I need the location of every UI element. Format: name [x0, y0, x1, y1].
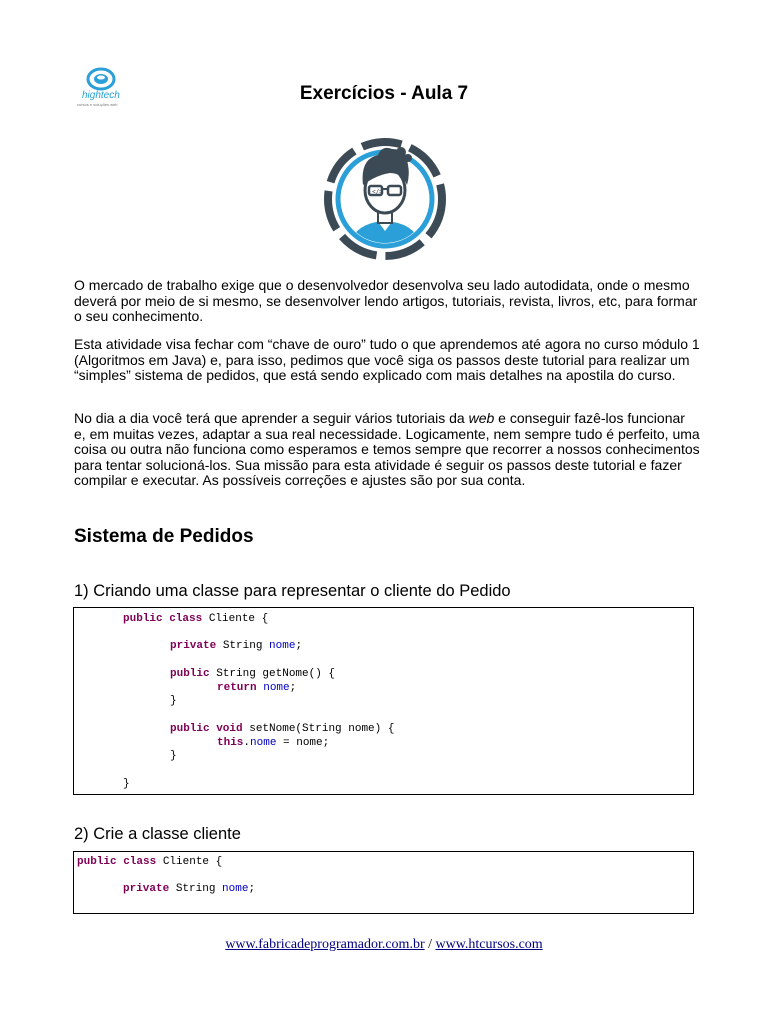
code-line: public String getNome() { [170, 668, 336, 680]
intro-paragraph-3: No dia a dia você terá que aprender a seguir vários tutoriais da web e conseguir fazê-los funcionar e, em muitas vezes, adaptar a sua real necessidade. Logicamente, nem sempre tudo é perfeito, uma coisa ou outra não funciona como esperamos e temos sempre que recorrer a nossos conhecimentos para tentar solucioná-los. Sua missão para esta atividade é seguir os passos deste tutorial e fazer compilar e executar. As possíveis correções e ajustes são por sua conta. [74, 410, 700, 488]
code-block-1 [73, 607, 694, 795]
step-1-heading: 1) Criando uma classe para representar o cliente do Pedido [74, 582, 511, 600]
footer-link-fabricadeprogramador[interactable]: www.fabricadeprogramador.com.br [225, 937, 425, 952]
code-line: public void setNome(String nome) { [170, 723, 395, 735]
code-line: private String nome; [170, 640, 303, 652]
intro-paragraph-1: O mercado de trabalho exige que o desenvolvedor desenvolva seu lado autodidata, onde o mesmo deverá por meio de si mesmo, se desenvolver lendo artigos, tutoriais, revista, livros, etc, para formar o seu conhecimento. [74, 277, 698, 324]
developer-avatar-icon [318, 135, 452, 263]
code-line: public class Cliente { [123, 613, 269, 625]
code-block-2 [73, 851, 694, 914]
intro-paragraph-2: Esta atividade visa fechar com “chave de ouro” tudo o que aprendemos até agora no curso módulo 1 (Algoritmos em Java) e, para isso, pedimos que você siga os passos deste tutorial para realizar um “simples” sistema de pedidos, que está sendo explicado com mais detalhes na apostila do curso. [74, 336, 700, 383]
code-line: } [170, 695, 177, 707]
code-line: private String nome; [123, 883, 256, 895]
logo-text: hightech [82, 90, 120, 101]
web-emphasis: web [468, 410, 495, 426]
footer [0, 937, 768, 953]
footer-separator: / [424, 937, 436, 952]
section-title: Sistema de Pedidos [74, 526, 254, 547]
svg-text:</>: </> [372, 188, 383, 196]
code-line: return nome; [217, 682, 297, 694]
page-title: Exercícios - Aula 7 [299, 83, 469, 104]
logo-subtext: cursos e soluções web [77, 102, 118, 107]
code-line: this.nome = nome; [217, 737, 330, 749]
step-2-heading: 2) Crie a classe cliente [74, 825, 241, 843]
code-line: } [123, 778, 130, 790]
code-line: public class Cliente { [77, 856, 223, 868]
code-line: } [170, 750, 177, 762]
footer-link-htcursos[interactable]: www.htcursos.com [435, 937, 543, 952]
